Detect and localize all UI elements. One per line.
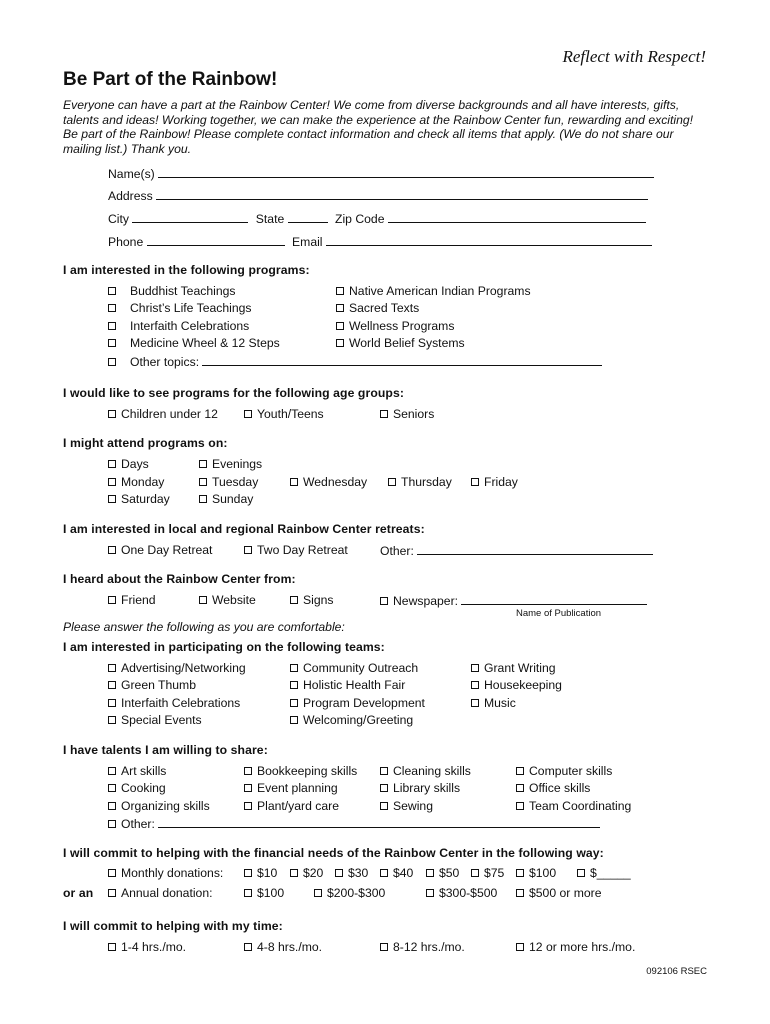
- program-option[interactable]: Buddhist Teachings: [108, 284, 235, 298]
- time-option[interactable]: 4-8 hrs./mo.: [244, 940, 322, 954]
- email-label: Email: [292, 235, 323, 249]
- checkbox[interactable]: [471, 869, 479, 877]
- annual-amount[interactable]: $200-$300: [314, 886, 385, 900]
- attend-option[interactable]: Wednesday: [290, 475, 367, 489]
- zip-label: Zip Code: [335, 212, 385, 226]
- time-option[interactable]: 12 or more hrs./mo.: [516, 940, 635, 954]
- zip-field[interactable]: [388, 211, 646, 223]
- phone-row: [108, 234, 652, 249]
- talent-other[interactable]: Other:: [108, 816, 600, 831]
- checkbox[interactable]: [336, 339, 344, 347]
- checkbox[interactable]: [471, 681, 479, 689]
- city-label: City: [108, 212, 129, 226]
- attend-option[interactable]: Sunday: [199, 492, 253, 506]
- checkbox[interactable]: [108, 802, 116, 810]
- retreat-option[interactable]: Two Day Retreat: [244, 543, 348, 557]
- retreat-option[interactable]: One Day Retreat: [108, 543, 212, 557]
- annual-amount[interactable]: $300-$500: [426, 886, 497, 900]
- attend-heading: I might attend programs on:: [63, 436, 228, 450]
- monthly-amount[interactable]: $100: [516, 866, 556, 880]
- checkbox[interactable]: [335, 869, 343, 877]
- checkbox[interactable]: [108, 304, 116, 312]
- checkbox[interactable]: [108, 596, 116, 604]
- checkbox[interactable]: [336, 322, 344, 330]
- team-option[interactable]: Housekeeping: [471, 678, 562, 692]
- checkbox[interactable]: [244, 889, 252, 897]
- checkbox[interactable]: [108, 869, 116, 877]
- talents-heading: I have talents I am willing to share:: [63, 743, 268, 757]
- checkbox[interactable]: [199, 596, 207, 604]
- state-label: State: [255, 212, 285, 226]
- checkbox[interactable]: [290, 681, 298, 689]
- program-option[interactable]: World Belief Systems: [336, 336, 465, 350]
- checkbox[interactable]: [199, 495, 207, 503]
- checkbox[interactable]: [516, 802, 524, 810]
- checkbox[interactable]: [108, 699, 116, 707]
- attend-option[interactable]: Friday: [471, 475, 518, 489]
- city-row: [108, 211, 646, 226]
- talent-option[interactable]: Bookkeeping skills: [244, 764, 357, 778]
- time-option[interactable]: 1-4 hrs./mo.: [108, 940, 186, 954]
- phone-field[interactable]: [147, 234, 285, 246]
- names-label: Name(s): [108, 167, 155, 181]
- checkbox[interactable]: [108, 681, 116, 689]
- team-option[interactable]: Interfaith Celebrations: [108, 696, 240, 710]
- checkbox[interactable]: [380, 784, 388, 792]
- teams-heading: I am interested in participating on the following teams:: [63, 640, 385, 654]
- email-field[interactable]: [326, 234, 652, 246]
- checkbox[interactable]: [290, 699, 298, 707]
- program-option[interactable]: Christ’s Life Teachings: [108, 301, 252, 315]
- attend-option[interactable]: Evenings: [199, 457, 262, 471]
- heard-option[interactable]: Newspaper:: [380, 593, 647, 608]
- checkbox[interactable]: [108, 716, 116, 724]
- checkbox[interactable]: [108, 322, 116, 330]
- checkbox[interactable]: [108, 495, 116, 503]
- monthly-amount[interactable]: $10: [244, 866, 277, 880]
- attend-option[interactable]: Days: [108, 457, 149, 471]
- team-option[interactable]: Welcoming/Greeting: [290, 713, 413, 727]
- talent-option[interactable]: Office skills: [516, 781, 590, 795]
- program-option[interactable]: Interfaith Celebrations: [108, 319, 249, 333]
- checkbox[interactable]: [290, 869, 298, 877]
- checkbox[interactable]: [471, 664, 479, 672]
- heard-option[interactable]: Website: [199, 593, 256, 607]
- checkbox[interactable]: [108, 889, 116, 897]
- newspaper-field[interactable]: [461, 593, 647, 605]
- attend-option[interactable]: Saturday: [108, 492, 170, 506]
- checkbox[interactable]: [516, 784, 524, 792]
- programs-heading: I am interested in the following programs:: [63, 263, 310, 277]
- annual-amount[interactable]: $500 or more: [516, 886, 602, 900]
- phone-label: Phone: [108, 235, 144, 249]
- checkbox[interactable]: [380, 943, 388, 951]
- program-option[interactable]: Wellness Programs: [336, 319, 454, 333]
- checkbox[interactable]: [314, 889, 322, 897]
- talent-option[interactable]: Cleaning skills: [380, 764, 471, 778]
- talent-option[interactable]: Computer skills: [516, 764, 612, 778]
- checkbox[interactable]: [388, 478, 396, 486]
- checkbox[interactable]: [244, 869, 252, 877]
- team-option[interactable]: Music: [471, 696, 516, 710]
- talent-option[interactable]: Organizing skills: [108, 799, 210, 813]
- talent-other-field[interactable]: [158, 816, 600, 828]
- team-option[interactable]: Program Development: [290, 696, 425, 710]
- monthly-amount-other[interactable]: $_____: [577, 866, 631, 880]
- retreats-heading: I am interested in local and regional Rainbow Center retreats:: [63, 522, 425, 536]
- address-label: Address: [108, 189, 153, 203]
- checkbox[interactable]: [199, 460, 207, 468]
- heard-option[interactable]: Signs: [290, 593, 334, 607]
- footer-code: 092106 RSEC: [646, 966, 707, 977]
- checkbox[interactable]: [290, 478, 298, 486]
- address-field[interactable]: [156, 188, 648, 200]
- retreat-other-field[interactable]: [417, 543, 653, 555]
- time-heading: I will commit to helping with my time:: [63, 919, 283, 933]
- checkbox[interactable]: [244, 943, 252, 951]
- talent-option[interactable]: Team Coordinating: [516, 799, 631, 813]
- team-option[interactable]: Green Thumb: [108, 678, 196, 692]
- checkbox[interactable]: [290, 716, 298, 724]
- age-option[interactable]: Youth/Teens: [244, 407, 324, 421]
- checkbox[interactable]: [426, 889, 434, 897]
- time-option[interactable]: 8-12 hrs./mo.: [380, 940, 465, 954]
- checkbox[interactable]: [199, 478, 207, 486]
- checkbox[interactable]: [108, 460, 116, 468]
- comfortable-note: Please answer the following as you are comfortable:: [63, 620, 345, 634]
- checkbox[interactable]: [108, 478, 116, 486]
- checkbox[interactable]: [380, 802, 388, 810]
- financial-heading: I will commit to helping with the financial needs of the Rainbow Center in the following way:: [63, 846, 604, 860]
- heard-heading: I heard about the Rainbow Center from:: [63, 572, 296, 586]
- monthly-amount[interactable]: $40: [380, 866, 413, 880]
- checkbox[interactable]: [108, 287, 116, 295]
- monthly-amount[interactable]: $75: [471, 866, 504, 880]
- program-other[interactable]: Other topics:: [108, 354, 602, 369]
- talent-option[interactable]: Event planning: [244, 781, 338, 795]
- team-option[interactable]: Holistic Health Fair: [290, 678, 405, 692]
- publication-caption: Name of Publication: [516, 608, 602, 619]
- monthly-option[interactable]: Monthly donations:: [108, 866, 223, 880]
- checkbox[interactable]: [108, 339, 116, 347]
- ages-heading: I would like to see programs for the following age groups:: [63, 386, 404, 400]
- heard-option[interactable]: Friend: [108, 593, 156, 607]
- address-row: [108, 188, 648, 203]
- or-an-label: or an: [63, 886, 94, 900]
- checkbox[interactable]: [108, 943, 116, 951]
- checkbox[interactable]: [380, 767, 388, 775]
- retreat-other: Other:: [380, 543, 653, 558]
- team-option[interactable]: Advertising/Networking: [108, 661, 246, 675]
- checkbox[interactable]: [380, 597, 388, 605]
- state-field[interactable]: [288, 211, 328, 223]
- program-other-field[interactable]: [202, 354, 602, 366]
- checkbox[interactable]: [380, 869, 388, 877]
- team-option[interactable]: Grant Writing: [471, 661, 556, 675]
- checkbox[interactable]: [336, 304, 344, 312]
- talent-option[interactable]: Sewing: [380, 799, 433, 813]
- checkbox[interactable]: [471, 478, 479, 486]
- checkbox[interactable]: [516, 889, 524, 897]
- talent-option[interactable]: Art skills: [108, 764, 166, 778]
- page-title: Be Part of the Rainbow!: [63, 69, 278, 90]
- checkbox[interactable]: [108, 410, 116, 418]
- attend-option[interactable]: Thursday: [388, 475, 452, 489]
- program-option[interactable]: Medicine Wheel & 12 Steps: [108, 336, 280, 350]
- checkbox[interactable]: [516, 943, 524, 951]
- annual-option[interactable]: Annual donation:: [108, 886, 212, 900]
- checkbox[interactable]: [426, 869, 434, 877]
- city-field[interactable]: [132, 211, 248, 223]
- checkbox[interactable]: [108, 767, 116, 775]
- monthly-amount[interactable]: $50: [426, 866, 459, 880]
- names-row: [108, 166, 654, 181]
- talent-option[interactable]: Cooking: [108, 781, 166, 795]
- program-option[interactable]: Sacred Texts: [336, 301, 419, 315]
- checkbox[interactable]: [244, 546, 252, 554]
- talent-option[interactable]: Library skills: [380, 781, 460, 795]
- checkbox[interactable]: [244, 784, 252, 792]
- checkbox[interactable]: [108, 546, 116, 554]
- checkbox[interactable]: [108, 784, 116, 792]
- age-option[interactable]: Children under 12: [108, 407, 218, 421]
- checkbox[interactable]: [108, 664, 116, 672]
- checkbox[interactable]: [244, 767, 252, 775]
- checkbox[interactable]: [516, 767, 524, 775]
- age-option[interactable]: Seniors: [380, 407, 434, 421]
- checkbox[interactable]: [336, 287, 344, 295]
- checkbox[interactable]: [290, 664, 298, 672]
- monthly-amount[interactable]: $30: [335, 866, 368, 880]
- attend-option[interactable]: Monday: [108, 475, 164, 489]
- checkbox[interactable]: [108, 358, 116, 366]
- checkbox[interactable]: [244, 410, 252, 418]
- team-option[interactable]: Community Outreach: [290, 661, 418, 675]
- checkbox[interactable]: [108, 820, 116, 828]
- checkbox[interactable]: [380, 410, 388, 418]
- team-option[interactable]: Special Events: [108, 713, 202, 727]
- names-field[interactable]: [158, 166, 654, 178]
- attend-option[interactable]: Tuesday: [199, 475, 258, 489]
- checkbox[interactable]: [577, 869, 585, 877]
- checkbox[interactable]: [290, 596, 298, 604]
- checkbox[interactable]: [244, 802, 252, 810]
- annual-amount[interactable]: $100: [244, 886, 284, 900]
- checkbox[interactable]: [516, 869, 524, 877]
- intro-paragraph: Everyone can have a part at the Rainbow Center! We come from diverse backgrounds and all have interests, gifts, talents and ideas! Working together, we can make the experience at the Rainbow Center fun, rewarding and exciting! Be part of the Rainbow! Please complete contact information and check all items that apply. (We do not share our mailing list.) Thank you.: [63, 98, 694, 156]
- tagline: Reflect with Respect!: [562, 47, 706, 66]
- monthly-amount[interactable]: $20: [290, 866, 323, 880]
- checkbox[interactable]: [471, 699, 479, 707]
- program-option[interactable]: Native American Indian Programs: [336, 284, 531, 298]
- talent-option[interactable]: Plant/yard care: [244, 799, 339, 813]
